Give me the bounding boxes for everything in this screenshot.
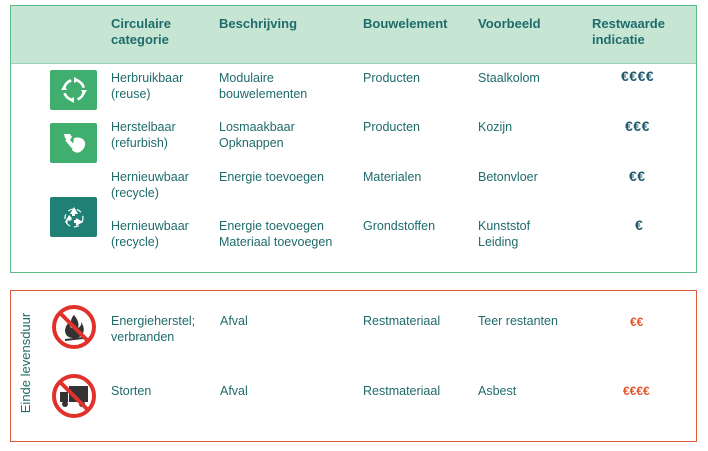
header-residual-value: Restwaarde indicatie (592, 16, 665, 47)
row1-element: Producten (363, 71, 420, 85)
row4-example: Kunststof Leiding (478, 219, 531, 249)
row5-category: Energieherstel; verbranden (111, 314, 196, 344)
row1-value: €€€€ (621, 68, 655, 84)
header-example: Voorbeeld (478, 16, 541, 31)
row1-example: Staalkolom (478, 71, 540, 85)
row2-description: Losmaakbaar Opknappen (219, 120, 295, 150)
row5-example: Teer restanten (478, 314, 558, 328)
end-of-life-label: Einde levensduur (18, 312, 33, 414)
circular-categories-panel (10, 5, 697, 273)
row2-category: Herstelbaar (refurbish) (111, 120, 176, 150)
end-of-life-panel (10, 290, 697, 442)
no-burning-icon (51, 304, 97, 350)
recycle-icon (50, 197, 97, 237)
header-building-element: Bouwelement (363, 16, 448, 31)
row2-value: €€€ (625, 118, 650, 134)
row5-description: Afval (220, 314, 248, 328)
row1-category: Herbruikbaar (reuse) (111, 71, 184, 101)
row2-example: Kozijn (478, 120, 513, 134)
row6-category: Storten (111, 384, 152, 398)
row5-element: Restmateriaal (363, 314, 441, 328)
header-description: Beschrijving (219, 16, 298, 31)
row3-element: Materialen (363, 170, 422, 184)
row5-value: €€ (630, 315, 644, 329)
row3-category: Hernieuwbaar (recycle) (111, 170, 189, 200)
row3-example: Betonvloer (478, 170, 538, 184)
row4-category: Hernieuwbaar (recycle) (111, 219, 189, 249)
row6-element: Restmateriaal (363, 384, 441, 398)
row6-value: €€€€ (623, 384, 650, 398)
row4-description: Energie toevoegen Materiaal toevoegen (219, 219, 333, 249)
row6-example: Asbest (478, 384, 517, 398)
row3-value: €€ (629, 168, 646, 184)
row6-description: Afval (220, 384, 248, 398)
row3-description: Energie toevoegen (219, 170, 324, 184)
wrench-repair-icon (50, 123, 97, 163)
no-dumping-truck-icon (51, 373, 97, 419)
row4-value: € (635, 217, 644, 233)
header-circular-category: Circulaire categorie (111, 16, 171, 47)
row4-element: Grondstoffen (363, 219, 436, 233)
recycle-arrows-icon (50, 70, 97, 110)
row2-element: Producten (363, 120, 420, 134)
table-header (11, 6, 696, 64)
row1-description: Modulaire bouwelementen (219, 71, 308, 101)
